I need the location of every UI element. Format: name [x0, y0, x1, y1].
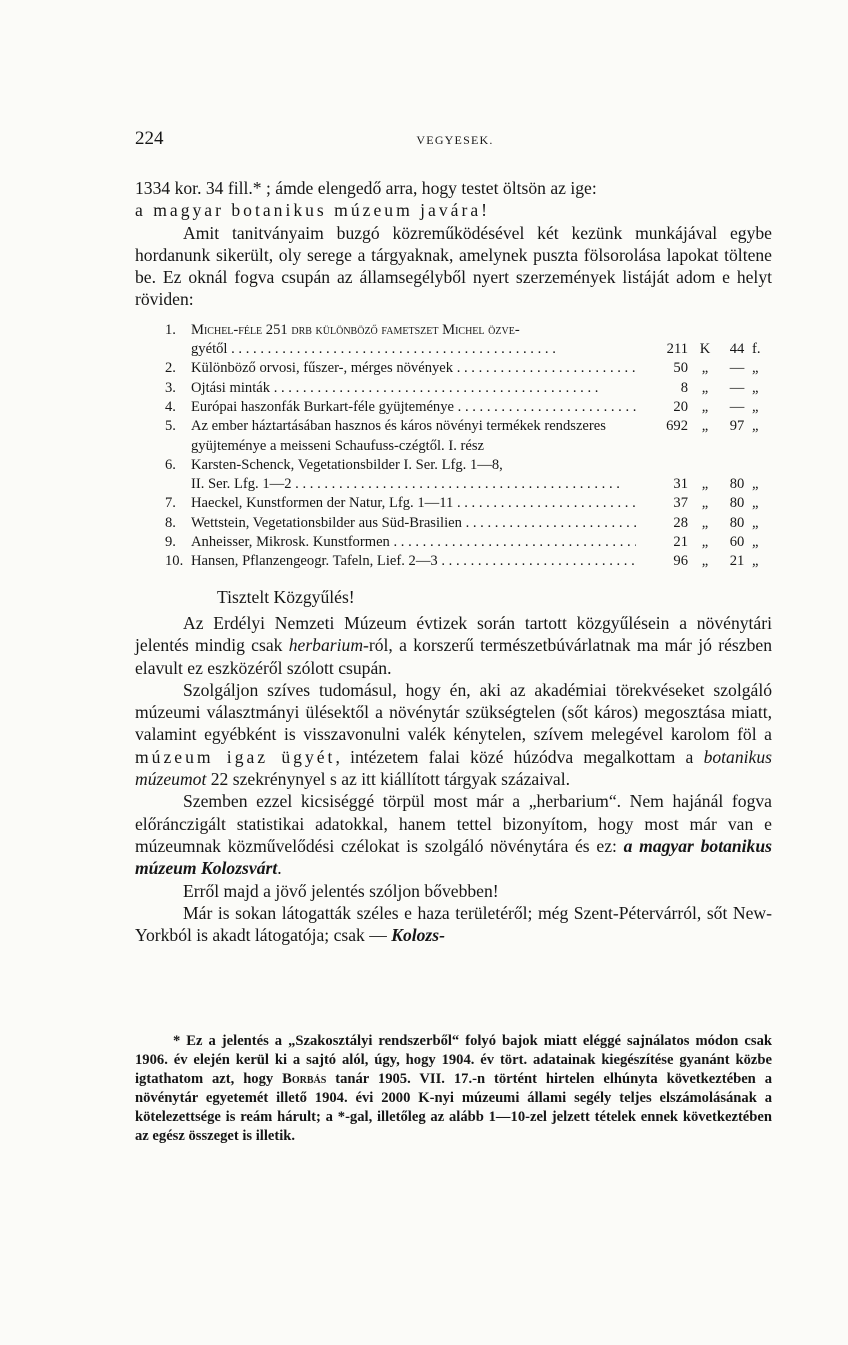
paragraph-5: Már is sokan látogatták széles e haza területéről; még Szent-Pétervárról, sőt New-Yorkból is akadt látogatója; csak — Kolozs- — [135, 902, 772, 946]
page-header — [135, 128, 775, 156]
intro-line-2: a magyar botanikus múzeum javára! — [135, 200, 490, 221]
list-item: 8. Wettstein, Vegetationsbilder aus Süd-Brasilien . . . 28 „ 80 „ — [165, 514, 772, 533]
list-item: 7. Haeckel, Kunstformen der Natur, Lfg. 1—11 . . . 37 „ 80 „ — [165, 494, 772, 513]
list-item: 2. Különböző orvosi, fűszer-, mérges növények . . . 50 „ — „ — [165, 359, 772, 378]
list-item: 1. Michel-féle 251 drb különböző fametszet Michel özve- — [165, 321, 520, 338]
intro-line-1: 1334 kor. 34 fill.* ; ámde elengedő arra, hogy testet öltsön az ige: — [135, 178, 597, 198]
paragraph-3: Szemben ezzel kicsiséggé törpül most már a „herbarium“. Nem hajánál fogva előránczigált statistikai adatokkal, hanem tettel bizonyítom, hogy most már van e múzeumnak közművelődési czélokat is szolgáló növénytára és ez: a magyar botanikus múzeum Kolozsvárt. — [135, 791, 772, 879]
list-item: 4. Európai haszonfák Burkart-féle gyüjteménye . . . 20 „ — „ — [165, 398, 772, 417]
list-item: 9. Anheisser, Mikrosk. Kunstformen . . . 21 „ 60 „ — [165, 533, 772, 552]
list-item: 3. Ojtási minták . . . 8 „ — „ — [165, 379, 772, 398]
list-item: II. Ser. Lfg. 1—2 . . . 31 „ 80 „ — [165, 475, 772, 494]
main-text — [135, 177, 772, 946]
running-head: VEGYESEK. — [416, 133, 494, 147]
intro-paragraph — [135, 177, 772, 311]
paragraph-4: Erről majd a jövő jelentés szóljon bővebben! — [183, 880, 499, 901]
list-item: 6. Karsten-Schenck, Vegetationsbilder I. Ser. Lfg. 1—8, — [165, 456, 503, 473]
acquisition-list — [165, 321, 772, 572]
greeting: Tisztelt Közgyűlés! — [217, 586, 355, 607]
list-item: 5. Az ember háztartásában hasznos és káros növényi termékek rendszeres gyüjteménye a meisseni Schaufuss-czégtől. I. rész 692 „ 97 „ — [165, 418, 759, 454]
intro-rest: Amit tanitványaim buzgó közreműködésével két kezünk munkájával egybe hordanunk sikerült, oly serege a tárgyaknak, amelynek puszta fölsorolása lapokat töltene be. Ez oknál fogva csupán az államsegélyből nyert szerzemények listáját adom e helyt röviden: — [135, 222, 772, 310]
footnote: * Ez a jelentés a „Szakosztályi rendszerből“ folyó bajok miatt eléggé sajnálatos módon csak 1906. év elején kerül ki a sajtó alól, úgy, hogy 1904. év tört. adatainak kiegészítése gyanánt közbe igtathatom azt, hogy Borbás tanár 1905. VII. 17.-n történt hirtelen elhúnyta következtében a növénytár egyetemét illető 1904. évi 2000 K-nyi múzeumi állami segély teljes elszámolásának a kötelezettsége is reám hárult; a *-gal, illetőleg az alább 1—10-zel jelzett tételek ennek következtében az egész összeget is illetik. — [135, 1033, 772, 1145]
page-number: 224 — [135, 128, 164, 149]
paragraph-2: Szolgáljon szíves tudomásul, hogy én, aki az akadémiai törekvéseket szolgáló múzeumi választmányi ülésektől a növénytár szükségtelen (sőt káros) megosztása miatt, valamint egyébként is visszavonulni valék kénytelen, szívem melegével karolom föl a múzeum igaz ügyét, intézetem falai közé húzódva megalkottam a botanikus múzeumot 22 szekrénynyel s az itt kiállított tárgyak százaival. — [135, 679, 772, 790]
list-item: 10. Hansen, Pflanzengeogr. Tafeln, Lief. 2—3 . . . 96 „ 21 „ — [165, 552, 772, 571]
list-item: gyétől . . . 211 K 44 f. — [165, 340, 772, 359]
paragraph-1: Az Erdélyi Nemzeti Múzeum évtizek során tartott közgyűlésein a növénytári jelentés mindig csak herbarium-ról, a korszerű természetbúvárlatnak ma már jó részben elavult ez eszközéről szólott csupán. — [135, 612, 772, 678]
